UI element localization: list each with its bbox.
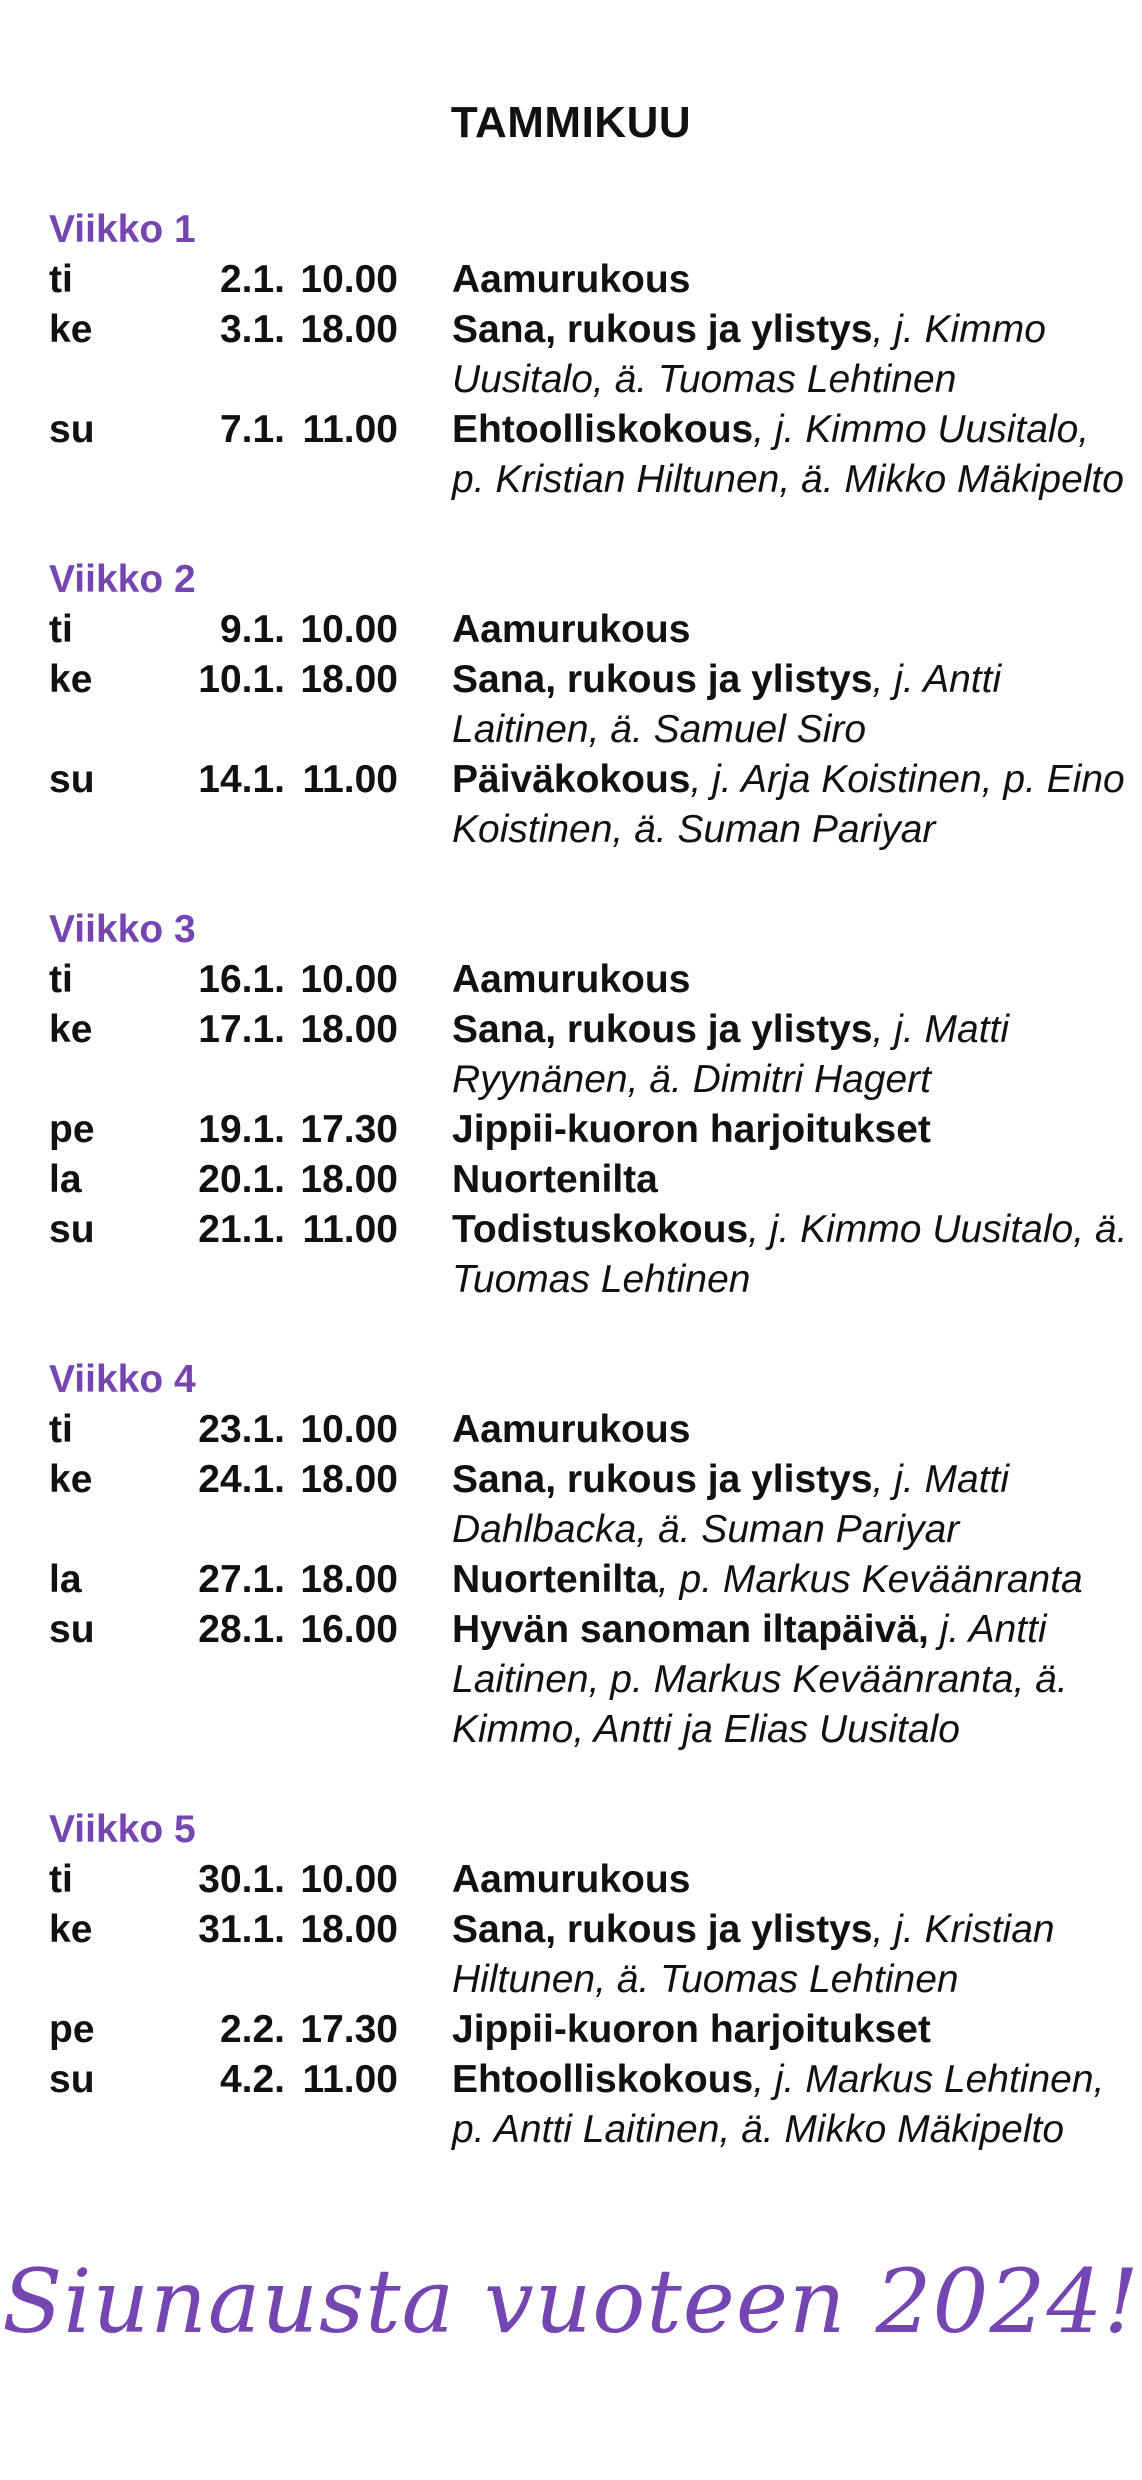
event-row <box>49 2005 1129 2055</box>
event-row <box>49 1205 1129 1305</box>
event-time: 10.00 <box>300 608 398 651</box>
week-title: Viikko 4 <box>49 1358 196 1401</box>
event-name: Aamurukous <box>452 258 691 301</box>
event-date: 17.1. <box>198 1008 285 1051</box>
event-time: 11.00 <box>302 1208 398 1251</box>
event-date: 24.1. <box>198 1458 285 1501</box>
event-description <box>452 605 1132 655</box>
event-day: ti <box>49 1408 73 1451</box>
event-name: Päiväkokous <box>452 758 691 801</box>
event-date: 2.2. <box>219 2008 285 2051</box>
event-day: ke <box>49 308 93 351</box>
event-time: 18.00 <box>300 1458 398 1501</box>
event-row <box>49 1005 1129 1105</box>
event-participants: , p. Markus Keväänranta <box>657 1558 1083 1601</box>
event-date: 19.1. <box>198 1108 285 1151</box>
event-description <box>452 1605 1132 1755</box>
event-participants: , j. Kristian Hiltunen, ä. Tuomas Lehtinen <box>452 1908 1055 2001</box>
event-time: 18.00 <box>300 1008 398 1051</box>
event-description <box>452 255 1132 305</box>
week-title: Viikko 3 <box>49 908 196 951</box>
event-date: 23.1. <box>198 1408 285 1451</box>
event-participants: , j. Kimmo Uusitalo, p. Kristian Hiltunen, ä. Mikko Mäkipelto <box>452 408 1124 501</box>
event-name: Aamurukous <box>452 608 691 651</box>
event-day: su <box>49 1208 95 1251</box>
event-description <box>452 1405 1132 1455</box>
event-description <box>452 1555 1132 1605</box>
event-description <box>452 405 1132 505</box>
event-day: su <box>49 1608 95 1651</box>
event-date: 14.1. <box>198 758 285 801</box>
event-date: 31.1. <box>198 1908 285 1951</box>
week-section <box>49 905 1129 1305</box>
event-description <box>452 1005 1132 1105</box>
event-name: Sana, rukous ja ylistys <box>452 308 873 351</box>
event-day: pe <box>49 2008 95 2051</box>
event-row <box>49 655 1129 755</box>
event-participants: , j. Matti Ryynänen, ä. Dimitri Hagert <box>452 1008 1010 1101</box>
event-name: Nuortenilta <box>452 1558 658 1601</box>
event-name: Nuortenilta <box>452 1158 658 1201</box>
event-date: 27.1. <box>198 1558 285 1601</box>
event-name: Jippii-kuoron harjoitukset <box>452 2008 931 2051</box>
event-name: Jippii-kuoron harjoitukset <box>452 1108 931 1151</box>
event-row <box>49 605 1129 655</box>
event-row <box>49 955 1129 1005</box>
event-time: 11.00 <box>302 2058 398 2101</box>
event-name: Ehtoolliskokous <box>452 2058 754 2101</box>
event-time: 10.00 <box>300 1408 398 1451</box>
event-row <box>49 1555 1129 1605</box>
event-description <box>452 1105 1132 1155</box>
event-row <box>49 1105 1129 1155</box>
event-description <box>452 1855 1132 1905</box>
week-title: Viikko 2 <box>49 558 196 601</box>
event-date: 3.1. <box>219 308 285 351</box>
event-time: 17.30 <box>300 1108 398 1151</box>
event-participants: j. Antti Laitinen, p. Markus Keväänranta, ä. Kimmo, Antti ja Elias Uusitalo <box>452 1608 1068 1751</box>
footer-greeting: Siunausta vuoteen 2024! <box>2 2250 1140 2353</box>
event-description <box>452 655 1132 755</box>
event-name: Todistuskokous <box>452 1208 749 1251</box>
event-date: 10.1. <box>198 658 285 701</box>
event-row <box>49 1605 1129 1755</box>
event-time: 18.00 <box>300 1558 398 1601</box>
event-time: 16.00 <box>300 1608 398 1651</box>
event-description <box>452 2005 1132 2055</box>
event-description <box>452 1155 1132 1205</box>
event-day: su <box>49 758 95 801</box>
event-row <box>49 255 1129 305</box>
event-time: 10.00 <box>300 1858 398 1901</box>
event-participants: , j. Matti Dahlbacka, ä. Suman Pariyar <box>452 1458 1010 1551</box>
event-date: 28.1. <box>198 1608 285 1651</box>
event-name: Sana, rukous ja ylistys <box>452 1008 873 1051</box>
event-date: 16.1. <box>198 958 285 1001</box>
event-participants: , j. Kimmo Uusitalo, ä. Tuomas Lehtinen <box>452 1208 1128 1301</box>
event-name: Hyvän sanoman iltapäivä, <box>452 1608 929 1651</box>
week-section <box>49 1805 1129 2155</box>
event-name: Aamurukous <box>452 1858 691 1901</box>
event-description <box>452 1205 1132 1305</box>
event-participants: , j. Antti Laitinen, ä. Samuel Siro <box>452 658 1002 751</box>
page-title: TAMMIKUU <box>450 98 692 147</box>
event-participants: , j. Markus Lehtinen, p. Antti Laitinen, ä. Mikko Mäkipelto <box>452 2058 1105 2151</box>
event-description <box>452 1455 1132 1555</box>
event-row <box>49 305 1129 405</box>
event-row <box>49 1905 1129 2005</box>
week-section <box>49 555 1129 855</box>
event-description <box>452 755 1132 855</box>
event-name: Aamurukous <box>452 1408 691 1451</box>
event-name: Aamurukous <box>452 958 691 1001</box>
event-time: 10.00 <box>300 258 398 301</box>
event-day: ke <box>49 1008 93 1051</box>
event-description <box>452 1905 1132 2005</box>
event-name: Sana, rukous ja ylistys <box>452 658 873 701</box>
event-day: ke <box>49 1908 93 1951</box>
event-date: 7.1. <box>219 408 285 451</box>
event-day: ke <box>49 658 93 701</box>
weeks-list <box>49 205 1129 2205</box>
week-title: Viikko 1 <box>49 208 196 251</box>
event-date: 9.1. <box>219 608 285 651</box>
event-row <box>49 1405 1129 1455</box>
event-time: 17.30 <box>300 2008 398 2051</box>
event-day: ti <box>49 1858 73 1901</box>
event-row <box>49 755 1129 855</box>
event-day: su <box>49 2058 95 2101</box>
event-row <box>49 1455 1129 1555</box>
event-row <box>49 2055 1129 2155</box>
event-name: Sana, rukous ja ylistys <box>452 1458 873 1501</box>
event-day: la <box>49 1558 82 1601</box>
event-time: 11.00 <box>302 408 398 451</box>
event-day: ti <box>49 258 73 301</box>
event-participants: , j. Kimmo Uusitalo, ä. Tuomas Lehtinen <box>452 308 1046 401</box>
event-date: 2.1. <box>219 258 285 301</box>
week-section <box>49 1355 1129 1755</box>
event-day: ti <box>49 608 73 651</box>
event-date: 30.1. <box>198 1858 285 1901</box>
event-description <box>452 955 1132 1005</box>
event-day: ti <box>49 958 73 1001</box>
week-section <box>49 205 1129 505</box>
event-row <box>49 1855 1129 1905</box>
event-row <box>49 1155 1129 1205</box>
event-day: ke <box>49 1458 93 1501</box>
event-day: la <box>49 1158 82 1201</box>
week-title: Viikko 5 <box>49 1808 196 1851</box>
event-time: 18.00 <box>300 658 398 701</box>
event-date: 20.1. <box>198 1158 285 1201</box>
event-participants: , j. Arja Koistinen, p. Eino Koistinen, ä. Suman Pariyar <box>452 758 1125 851</box>
event-time: 18.00 <box>300 1908 398 1951</box>
event-name: Sana, rukous ja ylistys <box>452 1908 873 1951</box>
event-row <box>49 405 1129 505</box>
event-time: 18.00 <box>300 308 398 351</box>
event-name: Ehtoolliskokous <box>452 408 754 451</box>
event-time: 10.00 <box>300 958 398 1001</box>
event-day: su <box>49 408 95 451</box>
event-day: pe <box>49 1108 95 1151</box>
event-date: 4.2. <box>219 2058 285 2101</box>
event-time: 11.00 <box>302 758 398 801</box>
event-date: 21.1. <box>198 1208 285 1251</box>
event-description <box>452 2055 1132 2155</box>
event-time: 18.00 <box>300 1158 398 1201</box>
event-description <box>452 305 1132 405</box>
